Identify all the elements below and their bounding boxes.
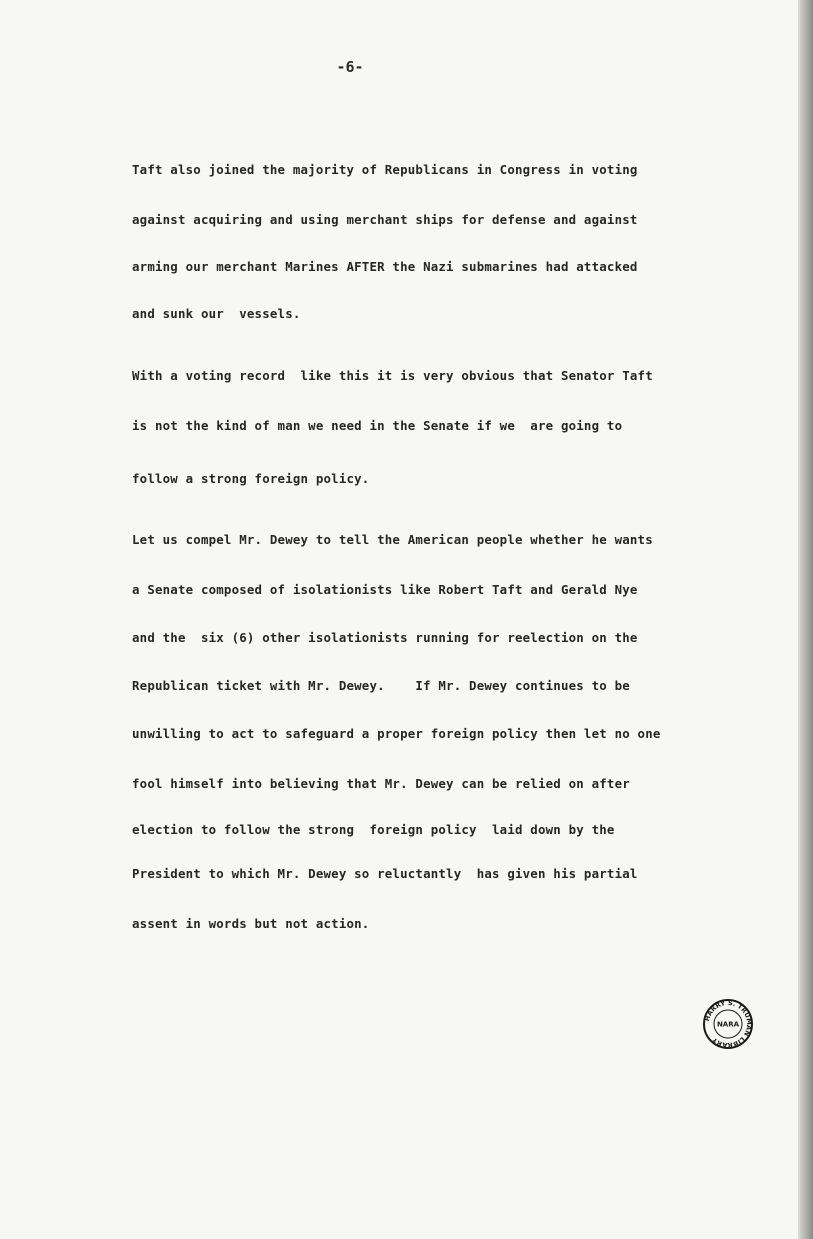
text-line: is not the kind of man we need in the Senate if we are going to (132, 418, 623, 433)
text-line: assent in words but not action. (132, 916, 370, 931)
text-line: President to which Mr. Dewey so reluctantly has given his partial (132, 866, 638, 881)
text-line: against acquiring and using merchant ships for defense and against (132, 212, 638, 227)
text-line: With a voting record like this it is very obvious that Senator Taft (132, 368, 653, 383)
text-line: unwilling to act to safeguard a proper foreign policy then let no one (132, 726, 661, 741)
text-line: a Senate composed of isolationists like Robert Taft and Gerald Nye (132, 582, 638, 597)
text-line: follow a strong foreign policy. (132, 471, 370, 486)
page-edge-shadow (800, 0, 813, 1239)
text-line: Taft also joined the majority of Republicans in Congress in voting (132, 162, 638, 177)
svg-text:NARA: NARA (716, 1020, 740, 1029)
library-seal-icon (702, 998, 754, 1050)
text-line: and the six (6) other isolationists running for reelection on the (132, 630, 638, 645)
text-line: Republican ticket with Mr. Dewey. If Mr. Dewey continues to be (132, 678, 630, 693)
text-line: Let us compel Mr. Dewey to tell the American people whether he wants (132, 532, 653, 547)
text-line: fool himself into believing that Mr. Dewey can be relied on after (132, 776, 630, 791)
text-line: and sunk our vessels. (132, 306, 301, 321)
text-line: arming our merchant Marines AFTER the Nazi submarines had attacked (132, 259, 638, 274)
page-number: -6- (336, 58, 364, 76)
text-line: election to follow the strong foreign policy laid down by the (132, 822, 615, 837)
svg-text:HARRY S. TRUMAN LIBRARY: HARRY S. TRUMAN LIBRARY (703, 998, 754, 1050)
